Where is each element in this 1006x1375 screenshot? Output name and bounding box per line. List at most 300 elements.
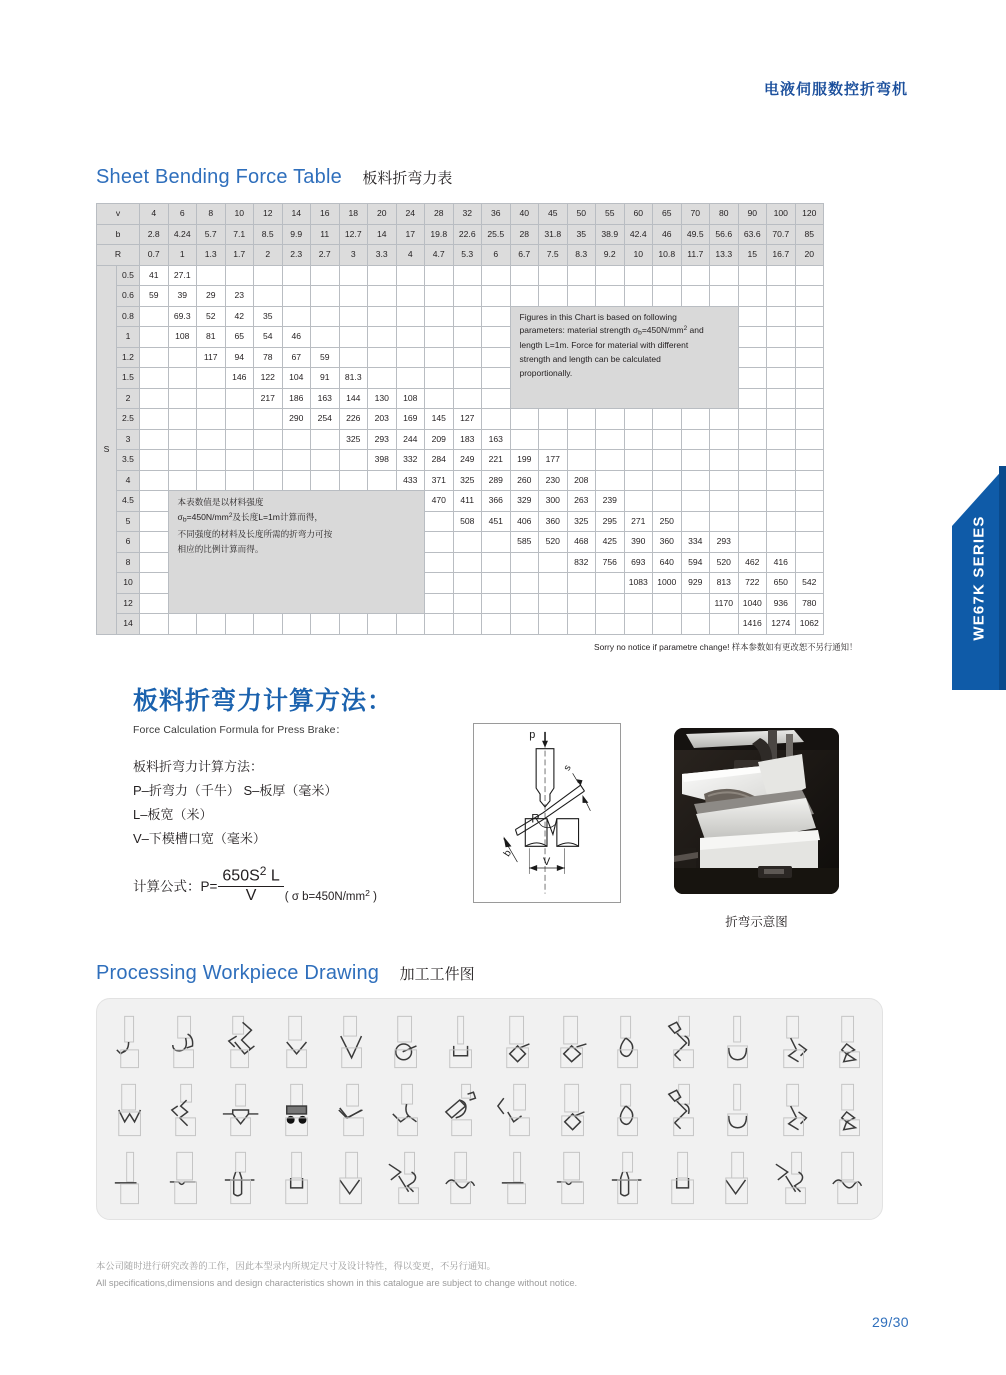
thickness-label: 3.5: [117, 450, 140, 471]
force-cell: 425: [596, 532, 625, 553]
workpiece-shape-u-channel: [434, 1007, 489, 1075]
equation-prefix: 计算公式：P=: [133, 878, 218, 894]
formula-line: P–折弯力（千牛） S–板厚（毫米）: [133, 782, 338, 798]
bending-principle-diagram: [473, 723, 621, 903]
header-cell: 7.1: [225, 224, 254, 245]
table-note-en: Figures in this Chart is based on following parameters: material strength $\sigma_b=450N/mm^2$ and length L=1m. Force for material with different strength and length can be calculated proportionally.: [510, 306, 738, 409]
header-cell: 70.7: [767, 224, 796, 245]
force-cell: 81: [197, 327, 226, 348]
force-cell: [425, 368, 454, 389]
force-cell: 260: [510, 470, 539, 491]
force-cell: [596, 470, 625, 491]
force-cell: [197, 368, 226, 389]
force-cell: 104: [282, 368, 311, 389]
force-cell: 451: [482, 511, 511, 532]
force-cell: [396, 286, 425, 307]
force-cell: 69.3: [168, 306, 197, 327]
workpiece-shape-diamond-right: [545, 1007, 600, 1075]
thickness-label: 8: [117, 552, 140, 573]
header-cell: 4: [396, 245, 425, 266]
force-cell: 1062: [795, 614, 824, 635]
force-cell: [482, 532, 511, 553]
diagram-label-vee: V: [543, 856, 551, 869]
force-cell: [254, 450, 283, 471]
formula-line: 板料折弯力计算方法：: [133, 758, 264, 774]
workpiece-shape-tall-blade: [269, 1143, 324, 1211]
thickness-label: 4.5: [117, 491, 140, 512]
force-cell: [197, 265, 226, 286]
force-cell: 1416: [738, 614, 767, 635]
force-cell: [795, 306, 824, 327]
header-cell: 11.7: [681, 245, 710, 266]
force-cell: [795, 491, 824, 512]
force-cell: 244: [396, 429, 425, 450]
force-cell: 217: [254, 388, 283, 409]
force-cell: [681, 593, 710, 614]
force-cell: [254, 265, 283, 286]
force-cell: [225, 409, 254, 430]
force-cell: 239: [596, 491, 625, 512]
force-cell: [710, 429, 739, 450]
workpiece-shape-square-slot: [710, 1075, 765, 1143]
force-cell: [795, 409, 824, 430]
force-cell: [596, 593, 625, 614]
force-cell: [539, 429, 568, 450]
header-cell: 6: [482, 245, 511, 266]
force-cell: 756: [596, 552, 625, 573]
force-cell: [738, 327, 767, 348]
force-cell: 520: [539, 532, 568, 553]
force-cell: [624, 286, 653, 307]
workpiece-shape-flat-bar: [545, 1075, 600, 1143]
header-cell: 42.4: [624, 224, 653, 245]
force-cell: [567, 286, 596, 307]
table-row: [97, 245, 824, 266]
table-row: [97, 409, 824, 430]
force-cell: [254, 614, 283, 635]
force-cell: [795, 327, 824, 348]
table-row: [97, 204, 824, 225]
force-cell: [681, 511, 710, 532]
table-row: [97, 470, 824, 491]
workpiece-shape-grid: [103, 1007, 876, 1211]
force-cell: [140, 347, 169, 368]
workpiece-shape-roller-pair: [269, 1075, 324, 1143]
force-cell: [767, 450, 796, 471]
force-cell: [681, 265, 710, 286]
force-cell: 332: [396, 450, 425, 471]
force-cell: [710, 265, 739, 286]
header-cell: 4.7: [425, 245, 454, 266]
force-cell: 329: [510, 491, 539, 512]
force-cell: [510, 409, 539, 430]
header-cell: 2.7: [311, 245, 340, 266]
force-cell: [738, 532, 767, 553]
force-cell: [254, 286, 283, 307]
force-cell: 693: [624, 552, 653, 573]
workpiece-shape-v-notch: [710, 1143, 765, 1211]
force-cell: [767, 286, 796, 307]
force-cell: [282, 265, 311, 286]
force-cell: [396, 368, 425, 389]
formula-line: L–板宽（米）: [133, 806, 213, 822]
workpiece-shape-v-arrow: [269, 1007, 324, 1075]
force-cell: [140, 511, 169, 532]
force-cell: [653, 429, 682, 450]
bending-diagram-svg: [474, 724, 620, 902]
header-cell: 70: [681, 204, 710, 225]
force-cell: 390: [624, 532, 653, 553]
force-cell: [425, 532, 454, 553]
header-cell: 3.3: [368, 245, 397, 266]
header-cell: 25.5: [482, 224, 511, 245]
sheet-bending-force-table-wrap: [96, 203, 824, 635]
force-cell: [482, 368, 511, 389]
force-cell: 146: [225, 368, 254, 389]
header-cell: 28: [510, 224, 539, 245]
header-cell: 2.3: [282, 245, 311, 266]
workpiece-shape-u-round: [710, 1007, 765, 1075]
header-cell: 56.6: [710, 224, 739, 245]
force-cell: [311, 265, 340, 286]
force-cell: 108: [168, 327, 197, 348]
force-cell: [140, 450, 169, 471]
force-cell: 254: [311, 409, 340, 430]
force-cell: 91: [311, 368, 340, 389]
workpiece-shape-diamond: [490, 1007, 545, 1075]
header-cell: 85: [795, 224, 824, 245]
force-cell: [681, 286, 710, 307]
force-cell: [596, 429, 625, 450]
force-cell: 263: [567, 491, 596, 512]
force-cell: [539, 286, 568, 307]
force-cell: 81.3: [339, 368, 368, 389]
force-cell: 163: [482, 429, 511, 450]
force-cell: [368, 614, 397, 635]
workpiece-shape-deep-notch: [379, 1143, 434, 1211]
force-cell: [396, 614, 425, 635]
force-cell: [482, 347, 511, 368]
force-cell: [624, 409, 653, 430]
page-number: 29/30: [871, 1314, 909, 1330]
force-cell: [567, 429, 596, 450]
header-cell: 19.8: [425, 224, 454, 245]
force-cell: 366: [482, 491, 511, 512]
header-cell: 6: [168, 204, 197, 225]
force-cell: [624, 470, 653, 491]
header-cell: 20: [795, 245, 824, 266]
header-cell: 11: [311, 224, 340, 245]
force-cell: [339, 470, 368, 491]
force-cell: [140, 552, 169, 573]
force-cell: [225, 429, 254, 450]
force-cell: 46: [282, 327, 311, 348]
force-cell: 290: [282, 409, 311, 430]
force-cell: 163: [311, 388, 340, 409]
photo-caption: 折弯示意图: [725, 915, 788, 929]
force-cell: [282, 470, 311, 491]
force-cell: 470: [425, 491, 454, 512]
force-cell: [510, 286, 539, 307]
force-cell: [767, 429, 796, 450]
force-cell: 508: [453, 511, 482, 532]
table-row: [97, 491, 824, 512]
force-cell: 42: [225, 306, 254, 327]
workpiece-shape-dimple: [545, 1143, 600, 1211]
force-cell: [738, 388, 767, 409]
force-cell: [453, 306, 482, 327]
workpiece-shape-wave-double: [103, 1143, 158, 1211]
table-row: [97, 450, 824, 471]
workpiece-shape-hat-channel: [213, 1075, 268, 1143]
force-cell: 169: [396, 409, 425, 430]
force-cell: [225, 450, 254, 471]
force-cell: 29: [197, 286, 226, 307]
footer-disclaimer-cn: 本公司随时进行研究改善的工作，因此本型录内所规定尺寸及设计特性，得以变更，不另行通知。: [96, 1261, 496, 1271]
table-row: [97, 265, 824, 286]
force-cell: [282, 614, 311, 635]
force-cell: [567, 593, 596, 614]
force-cell: [596, 286, 625, 307]
force-cell: [596, 614, 625, 635]
force-cell: 780: [795, 593, 824, 614]
header-cell: 50: [567, 204, 596, 225]
force-cell: [425, 286, 454, 307]
force-cell: [482, 388, 511, 409]
force-cell: [368, 286, 397, 307]
sheet-bending-force-table: [96, 203, 824, 635]
equation-fraction: [218, 865, 283, 905]
header-cell: 1.3: [197, 245, 226, 266]
force-cell: [567, 573, 596, 594]
force-cell: [795, 286, 824, 307]
force-cell: [539, 409, 568, 430]
header-cell: 14: [368, 224, 397, 245]
force-cell: [653, 491, 682, 512]
header-cell: 5.3: [453, 245, 482, 266]
force-cell: 1000: [653, 573, 682, 594]
header-cell: 15: [738, 245, 767, 266]
force-cell: 27.1: [168, 265, 197, 286]
thickness-label: 12: [117, 593, 140, 614]
force-cell: [368, 347, 397, 368]
force-cell: [197, 614, 226, 635]
force-cell: [795, 511, 824, 532]
force-cell: [425, 327, 454, 348]
force-cell: [311, 429, 340, 450]
force-cell: 520: [710, 552, 739, 573]
workpiece-shape-hook-down: [103, 1007, 158, 1075]
force-cell: [767, 347, 796, 368]
force-cell: [653, 450, 682, 471]
header-cell: 14: [282, 204, 311, 225]
force-cell: [539, 614, 568, 635]
force-cell: 411: [453, 491, 482, 512]
force-cell: 416: [767, 552, 796, 573]
force-cell: 122: [254, 368, 283, 389]
workpiece-shape-wave-double: [821, 1143, 876, 1211]
force-cell: [653, 286, 682, 307]
force-cell: [710, 286, 739, 307]
header-cell: 10.8: [653, 245, 682, 266]
force-cell: [681, 409, 710, 430]
header-cell: 18: [339, 204, 368, 225]
force-cell: [482, 552, 511, 573]
table-row: [97, 286, 824, 307]
force-cell: [710, 450, 739, 471]
force-cell: [140, 470, 169, 491]
force-cell: [368, 470, 397, 491]
header-cell: 24: [396, 204, 425, 225]
force-cell: [624, 450, 653, 471]
workpiece-shape-j-hook: [158, 1007, 213, 1075]
force-cell: [425, 265, 454, 286]
force-cell: [510, 593, 539, 614]
force-cell: [168, 347, 197, 368]
force-cell: [681, 491, 710, 512]
thickness-label: 5: [117, 511, 140, 532]
diagram-label-radius: R: [531, 811, 540, 826]
force-cell: [539, 573, 568, 594]
table-bottom-note: Sorry no notice if parametre change! 样本参数如有更改恕不另行通知！: [594, 642, 858, 652]
force-cell: [368, 327, 397, 348]
header-cell: 46: [653, 224, 682, 245]
force-cell: [624, 614, 653, 635]
force-cell: 186: [282, 388, 311, 409]
header-cell: 4: [140, 204, 169, 225]
force-cell: [482, 409, 511, 430]
workpiece-shape-chevron: [490, 1075, 545, 1143]
thickness-label: 2.5: [117, 409, 140, 430]
table-note-cn: 本表数值是以材料强度 $\sigma_b=450N/mm^2$及长度L=1m计算而得， 不同强度的材料及长度所需的折弯力可按 相应的比例计算而得。: [168, 491, 425, 614]
force-cell: [653, 593, 682, 614]
force-cell: [539, 552, 568, 573]
force-cell: [311, 306, 340, 327]
header-cell: 36: [482, 204, 511, 225]
formula-line: V–下模槽口宽（毫米）: [133, 830, 266, 846]
force-cell: [510, 265, 539, 286]
force-cell: [767, 470, 796, 491]
force-cell: [339, 347, 368, 368]
force-cell: 334: [681, 532, 710, 553]
force-cell: 271: [624, 511, 653, 532]
force-cell: [225, 470, 254, 491]
force-cell: [795, 429, 824, 450]
force-cell: 249: [453, 450, 482, 471]
force-cell: 177: [539, 450, 568, 471]
header-cell: 12.7: [339, 224, 368, 245]
header-cell: 6.7: [510, 245, 539, 266]
section-title-en: Sheet Bending Force Table: [96, 166, 342, 188]
force-cell: 325: [453, 470, 482, 491]
force-cell: [396, 306, 425, 327]
workpiece-shape-wide-v: [324, 1075, 379, 1143]
section-title-en: Processing Workpiece Drawing: [96, 962, 380, 984]
force-cell: 145: [425, 409, 454, 430]
force-cell: [710, 470, 739, 491]
force-cell: [282, 306, 311, 327]
force-cell: [482, 593, 511, 614]
header-cell: 55: [596, 204, 625, 225]
force-cell: 832: [567, 552, 596, 573]
force-cell: [425, 511, 454, 532]
force-cell: 59: [140, 286, 169, 307]
force-cell: [767, 327, 796, 348]
row-header-S: S: [97, 265, 117, 634]
diagram-label-thickness: s: [561, 763, 574, 773]
force-cell: [710, 511, 739, 532]
equation-suffix: ( σ $b=450N/mm^2$ ): [284, 888, 377, 904]
header-cell: 1: [168, 245, 197, 266]
force-cell: 127: [453, 409, 482, 430]
workpiece-shape-spiral-hook: [434, 1075, 489, 1143]
force-cell: [282, 286, 311, 307]
force-cell: [140, 491, 169, 512]
header-cell: 16: [311, 204, 340, 225]
workpiece-shape-w-double: [103, 1075, 158, 1143]
header-cell: 120: [795, 204, 824, 225]
force-cell: [225, 614, 254, 635]
header-cell: 1.7: [225, 245, 254, 266]
force-cell: 462: [738, 552, 767, 573]
press-brake-photo-svg: [674, 728, 839, 894]
footer-disclaimer-en: All specifications,dimensions and design characteristics shown in this catalogue are subject to change without notice.: [96, 1278, 578, 1289]
force-cell: [254, 409, 283, 430]
header-cell: 32: [453, 204, 482, 225]
force-cell: [767, 306, 796, 327]
header-cell: 8: [197, 204, 226, 225]
diagram-label-width: b: [501, 848, 514, 859]
thickness-label: 2: [117, 388, 140, 409]
force-cell: 59: [311, 347, 340, 368]
force-cell: [339, 614, 368, 635]
force-cell: 54: [254, 327, 283, 348]
header-cell: 60: [624, 204, 653, 225]
header-cell: 45: [539, 204, 568, 225]
header-cell: 4.24: [168, 224, 197, 245]
thickness-label: 1.5: [117, 368, 140, 389]
force-cell: 325: [339, 429, 368, 450]
force-cell: [453, 614, 482, 635]
header-cell: 10: [225, 204, 254, 225]
force-cell: 35: [254, 306, 283, 327]
header-cell: 40: [510, 204, 539, 225]
thickness-label: 1.2: [117, 347, 140, 368]
force-cell: 325: [567, 511, 596, 532]
thickness-label: 4: [117, 470, 140, 491]
force-cell: 39: [168, 286, 197, 307]
force-cell: [681, 429, 710, 450]
force-cell: 1274: [767, 614, 796, 635]
header-cell: 63.6: [738, 224, 767, 245]
force-cell: [795, 368, 824, 389]
force-cell: 284: [425, 450, 454, 471]
force-cell: [282, 429, 311, 450]
force-cell: [681, 470, 710, 491]
workpiece-shape-line-flat: [158, 1143, 213, 1211]
force-cell: 203: [368, 409, 397, 430]
force-cell: [596, 573, 625, 594]
workpiece-shape-zigzag-z: [213, 1007, 268, 1075]
force-cell: [140, 429, 169, 450]
table-row: [97, 614, 824, 635]
series-side-tab: [952, 466, 1006, 690]
force-cell: 130: [368, 388, 397, 409]
workpiece-shape-circle-loop: [379, 1007, 434, 1075]
thickness-label: 10: [117, 573, 140, 594]
force-cell: [453, 388, 482, 409]
force-cell: [140, 532, 169, 553]
